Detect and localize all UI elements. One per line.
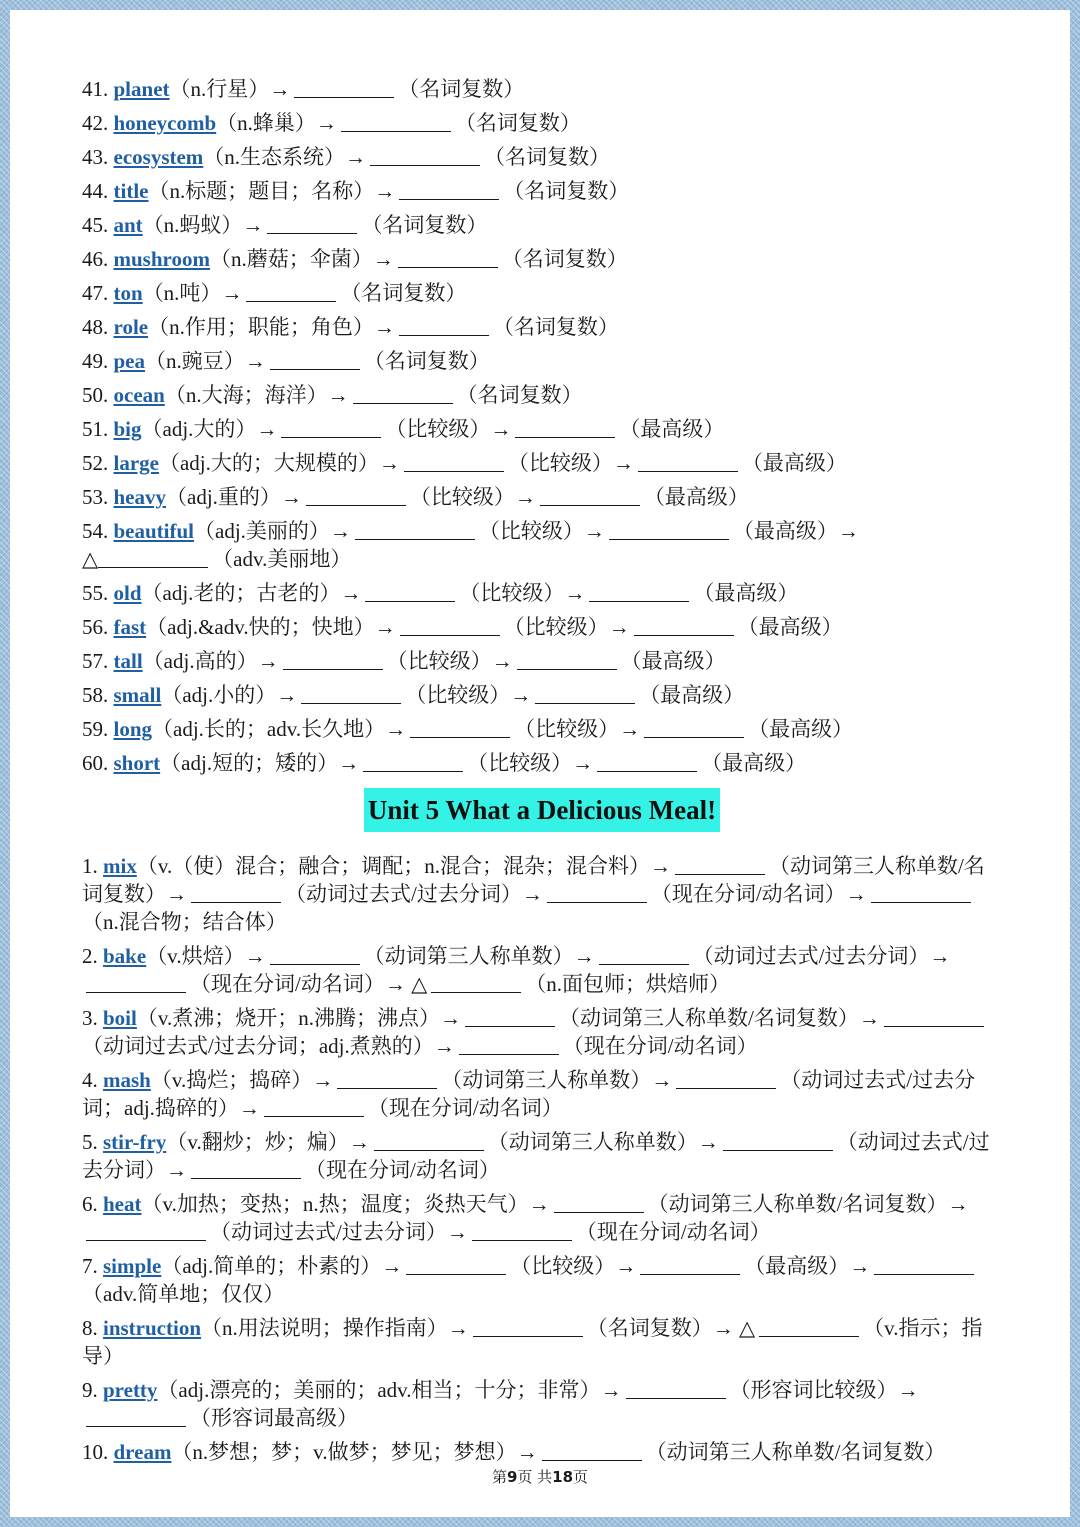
answer-blank[interactable]	[675, 854, 765, 875]
list-item: 59. long（adj.长的；adv.长久地）→ （比较级）→ （最高级）	[82, 717, 854, 741]
list-item: 8. instruction（n.用法说明；操作指南）→ （名词复数）→ △ （v.指示；指导）	[82, 1316, 983, 1368]
vocab-word: dream	[113, 1440, 172, 1464]
answer-blank[interactable]	[599, 944, 689, 965]
vocab-word: pea	[113, 349, 145, 373]
list-item: 48. role（n.作用；职能；角色）→ （名词复数）	[82, 315, 619, 339]
list-item: 56. fast（adj.&adv.快的；快地）→ （比较级）→ （最高级）	[82, 615, 843, 639]
answer-blank[interactable]	[267, 213, 357, 234]
answer-blank[interactable]	[759, 1316, 859, 1337]
vocab-word: instruction	[103, 1316, 202, 1340]
answer-blank[interactable]	[547, 882, 647, 903]
worksheet-content	[82, 72, 1002, 1472]
answer-blank[interactable]	[554, 1192, 644, 1213]
vocab-word: pretty	[103, 1378, 158, 1402]
vocab-word: mix	[103, 854, 137, 878]
unit-title: Unit 5 What a Delicious Meal!	[364, 788, 720, 832]
answer-blank[interactable]	[638, 451, 738, 472]
vocab-word: mash	[103, 1068, 151, 1092]
vocab-word: simple	[103, 1254, 162, 1278]
answer-blank[interactable]	[626, 1378, 726, 1399]
list-item: 1. mix（v.（使）混合；融合；调配；n.混合；混杂；混合料）→ （动词第三人称单数/名词复数）→ （动词过去式/过去分词）→ （现在分词/动名词）→（n.混合物；结合体）	[82, 854, 985, 934]
vocab-word: planet	[113, 77, 170, 101]
list-item: 41. planet（n.行星）→ （名词复数）	[82, 77, 525, 101]
list-item-continued: △ （adv.美丽地）	[82, 547, 352, 571]
list-item: 54. beautiful（adj.美丽的）→ （比较级）→ （最高级）→	[82, 519, 859, 543]
answer-blank[interactable]	[306, 485, 406, 506]
list-item: 6. heat（v.加热；变热；n.热；温度；炎热天气）→ （动词第三人称单数/名词复数）→（动词过去式/过去分词）→ （现在分词/动名词）	[82, 1192, 969, 1244]
answer-blank[interactable]	[535, 683, 635, 704]
answer-blank[interactable]	[640, 1254, 740, 1275]
vocab-word: stir-fry	[103, 1130, 167, 1154]
answer-blank[interactable]	[723, 1130, 833, 1151]
vocab-word: fast	[113, 615, 147, 639]
answer-blank[interactable]	[365, 581, 455, 602]
answer-blank[interactable]	[301, 683, 401, 704]
answer-blank[interactable]	[406, 1254, 506, 1275]
answer-blank[interactable]	[871, 882, 971, 903]
vocab-word: bake	[103, 944, 147, 968]
answer-blank[interactable]	[517, 649, 617, 670]
vocab-word: heavy	[113, 485, 166, 509]
vocab-word: honeycomb	[113, 111, 217, 135]
page-footer: 第9页 共18页	[491, 1468, 589, 1486]
answer-blank[interactable]	[374, 1130, 484, 1151]
answer-blank[interactable]	[191, 1158, 301, 1179]
list-item: 4. mash（v.捣烂；捣碎）→ （动词第三人称单数）→ （动词过去式/过去分词；adj.捣碎的）→ （现在分词/动名词）	[82, 1068, 976, 1120]
answer-blank[interactable]	[515, 417, 615, 438]
answer-blank[interactable]	[400, 615, 500, 636]
list-item: 42. honeycomb（n.蜂巢）→ （名词复数）	[82, 111, 581, 135]
answer-blank[interactable]	[874, 1254, 974, 1275]
answer-blank[interactable]	[634, 615, 734, 636]
answer-blank[interactable]	[270, 349, 360, 370]
list-item: 50. ocean（n.大海；海洋）→ （名词复数）	[82, 383, 583, 407]
answer-blank[interactable]	[459, 1034, 559, 1055]
list-item: 52. large（adj.大的；大规模的）→ （比较级）→ （最高级）	[82, 451, 847, 475]
vocab-word: long	[113, 717, 153, 741]
vocab-word: small	[113, 683, 162, 707]
vocab-word: ton	[113, 281, 143, 305]
vocab-word: beautiful	[113, 519, 195, 543]
answer-blank[interactable]	[191, 882, 281, 903]
answer-blank[interactable]	[540, 485, 640, 506]
list-item: 57. tall（adj.高的）→ （比较级）→ （最高级）	[82, 649, 726, 673]
answer-blank[interactable]	[398, 247, 498, 268]
list-item: 51. big（adj.大的）→ （比较级）→ （最高级）	[82, 417, 725, 441]
answer-blank[interactable]	[465, 1006, 555, 1027]
answer-blank[interactable]	[644, 717, 744, 738]
vocab-word: ocean	[113, 383, 165, 407]
answer-blank[interactable]	[410, 717, 510, 738]
answer-blank[interactable]	[86, 972, 186, 993]
list-item: 47. ton（n.吨）→ （名词复数）	[82, 281, 467, 305]
answer-blank[interactable]	[399, 315, 489, 336]
answer-blank[interactable]	[98, 547, 208, 568]
answer-blank[interactable]	[281, 417, 381, 438]
vocab-word: ant	[113, 213, 143, 237]
vocab-word: ecosystem	[113, 145, 204, 169]
vocab-word: role	[113, 315, 149, 339]
answer-blank[interactable]	[294, 77, 394, 98]
answer-blank[interactable]	[341, 111, 451, 132]
list-item: 43. ecosystem（n.生态系统）→ （名词复数）	[82, 145, 611, 169]
answer-blank[interactable]	[609, 519, 729, 540]
vocab-word: title	[113, 179, 149, 203]
vocab-word: old	[113, 581, 142, 605]
vocab-word: heat	[103, 1192, 142, 1216]
list-item: 5. stir-fry（v.翻炒；炒；煸）→ （动词第三人称单数）→ （动词过去式/过去分词）→ （现在分词/动名词）	[82, 1130, 990, 1182]
answer-blank[interactable]	[399, 179, 499, 200]
list-item: 7. simple（adj.简单的；朴素的）→ （比较级）→ （最高级）→（adv.简单地；仅仅）	[82, 1252, 1002, 1308]
worksheet-page	[10, 10, 1070, 1517]
answer-blank[interactable]	[589, 581, 689, 602]
list-item: 55. old（adj.老的；古老的）→ （比较级）→ （最高级）	[82, 581, 799, 605]
list-item: 2. bake（v.烘焙）→ （动词第三人称单数）→ （动词过去式/过去分词）→（现在分词/动名词）→ △ （n.面包师；烘焙师）	[82, 944, 951, 996]
list-item: 46. mushroom（n.蘑菇；伞菌）→ （名词复数）	[82, 247, 628, 271]
answer-blank[interactable]	[363, 751, 463, 772]
list-item: 10. dream（n.梦想；梦；v.做梦；梦见；梦想）→ （动词第三人称单数/名词复数）	[82, 1440, 946, 1464]
current-page-number: 9	[506, 1468, 518, 1486]
answer-blank[interactable]	[86, 1220, 206, 1241]
list-item: 53. heavy（adj.重的）→ （比较级）→ （最高级）	[82, 485, 749, 509]
answer-blank[interactable]	[676, 1068, 776, 1089]
answer-blank[interactable]	[246, 281, 336, 302]
answer-blank[interactable]	[270, 944, 360, 965]
unit-heading	[82, 788, 1002, 832]
list-item: 58. small（adj.小的）→ （比较级）→ （最高级）	[82, 683, 745, 707]
answer-blank[interactable]	[353, 383, 453, 404]
total-page-count: 18	[552, 1468, 574, 1486]
vocab-word: large	[113, 451, 159, 475]
list-item: 3. boil（v.煮沸；烧开；n.沸腾；沸点）→ （动词第三人称单数/名词复数）→（动词过去式/过去分词；adj.煮熟的）→ （现在分词/动名词）	[82, 1004, 1002, 1060]
answer-blank[interactable]	[473, 1316, 583, 1337]
answer-blank[interactable]	[472, 1220, 572, 1241]
vocab-word: boil	[103, 1006, 137, 1030]
vocab-word: tall	[113, 649, 143, 673]
answer-blank[interactable]	[264, 1096, 364, 1117]
list-item: 60. short（adj.短的；矮的）→ （比较级）→ （最高级）	[82, 751, 807, 775]
answer-blank[interactable]	[404, 451, 504, 472]
answer-blank[interactable]	[884, 1006, 984, 1027]
answer-blank[interactable]	[370, 145, 480, 166]
answer-blank[interactable]	[355, 519, 475, 540]
answer-blank[interactable]	[597, 751, 697, 772]
answer-blank[interactable]	[431, 972, 521, 993]
vocab-word: short	[113, 751, 161, 775]
list-item: 49. pea（n.豌豆）→ （名词复数）	[82, 349, 490, 373]
vocab-word: big	[113, 417, 142, 441]
answer-blank[interactable]	[86, 1406, 186, 1427]
answer-blank[interactable]	[542, 1440, 642, 1461]
list-item: 44. title（n.标题；题目；名称）→ （名词复数）	[82, 179, 630, 203]
answer-blank[interactable]	[283, 649, 383, 670]
list-item: 9. pretty（adj.漂亮的；美丽的；adv.相当；十分；非常）→ （形容词比较级）→（形容词最高级）	[82, 1378, 919, 1430]
vocab-word: mushroom	[113, 247, 210, 271]
answer-blank[interactable]	[337, 1068, 437, 1089]
list-item: 45. ant（n.蚂蚁）→ （名词复数）	[82, 213, 488, 237]
